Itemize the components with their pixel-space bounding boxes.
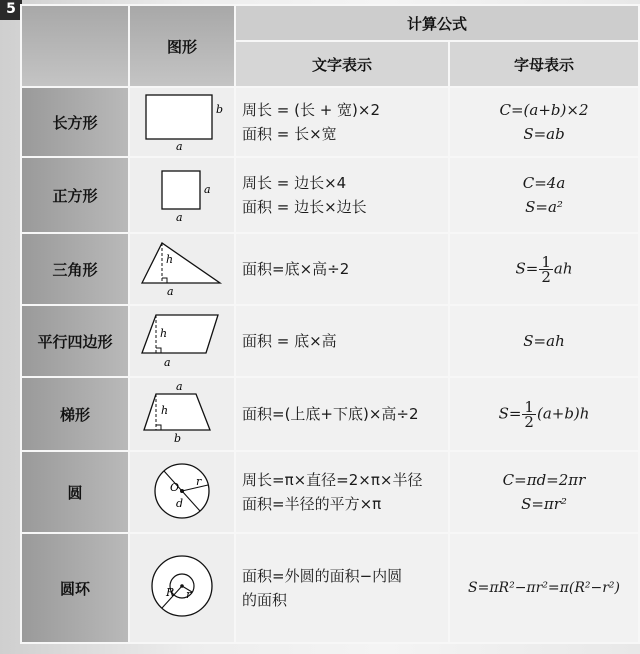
section-number-badge: 5 <box>0 0 22 20</box>
table-row-circle <box>21 451 639 533</box>
table-row-triangle <box>21 233 639 305</box>
label-a: a <box>176 380 183 393</box>
word-formula: 周长 = (长 + 宽)×2 面积 = 长×宽 <box>235 87 449 157</box>
label-h: h <box>161 404 169 417</box>
header-formula: 计算公式 <box>235 5 639 41</box>
word-formula: 周长=π×直径=2×π×半径 面积=半径的平方×π <box>235 451 449 533</box>
label-r: r <box>186 588 192 601</box>
word-formula: 面积 = 底×高 <box>235 305 449 377</box>
label-d: d <box>176 497 184 510</box>
triangle-figure <box>129 233 235 305</box>
table-row-rectangle <box>21 87 639 157</box>
label-a-side: a <box>204 183 211 196</box>
label-a: a <box>164 356 171 369</box>
letter-formula: S= $\frac{1}{2}$ (a+b)h <box>449 377 639 451</box>
letter-formula: C=4a S=a² <box>449 157 639 233</box>
label-b: b <box>174 432 182 444</box>
header-word: 文字表示 <box>235 41 449 87</box>
label-a-bottom: a <box>176 211 183 223</box>
parallelogram-figure <box>129 305 235 377</box>
shape-name: 正方形 <box>21 157 129 233</box>
label-h: h <box>166 253 174 266</box>
header-figure: 图形 <box>129 5 235 87</box>
header-corner <box>21 5 129 87</box>
shape-name: 梯形 <box>21 377 129 451</box>
circle-figure <box>129 451 235 533</box>
shape-name: 平行四边形 <box>21 305 129 377</box>
trapezoid-figure <box>129 377 235 451</box>
square-figure <box>129 157 235 233</box>
table-row-annulus <box>21 533 639 643</box>
label-a: a <box>167 285 174 297</box>
label-R: R <box>166 586 175 599</box>
word-formula: 面积=外圆的面积−内圆 的面积 <box>235 533 449 643</box>
label-r: r <box>196 475 202 488</box>
word-formula: 面积=底×高÷2 <box>235 233 449 305</box>
word-formula: 面积=(上底+下底)×高÷2 <box>235 377 449 451</box>
shape-name: 圆环 <box>21 533 129 643</box>
letter-formula: C=(a+b)×2 S=ab <box>449 87 639 157</box>
table-row-square <box>21 157 639 233</box>
rectangle-figure <box>129 87 235 157</box>
letter-formula: S=ah <box>449 305 639 377</box>
shape-name: 圆 <box>21 451 129 533</box>
letter-formula: S=πR²−πr²=π(R²−r²) <box>449 533 639 643</box>
label-h: h <box>160 327 168 340</box>
shape-name: 三角形 <box>21 233 129 305</box>
letter-formula: C=πd=2πr S=πr² <box>449 451 639 533</box>
table-row-parallelogram <box>21 305 639 377</box>
table-row-trapezoid <box>21 377 639 451</box>
header-letter: 字母表示 <box>449 41 639 87</box>
label-a: a <box>176 140 183 151</box>
formula-table <box>20 4 640 644</box>
label-o: O <box>170 481 180 494</box>
label-b: b <box>216 103 224 116</box>
annulus-figure <box>129 533 235 643</box>
word-formula: 周长 = 边长×4 面积 = 边长×边长 <box>235 157 449 233</box>
shape-name: 长方形 <box>21 87 129 157</box>
letter-formula: S= $\frac{1}{2}$ ah <box>449 233 639 305</box>
